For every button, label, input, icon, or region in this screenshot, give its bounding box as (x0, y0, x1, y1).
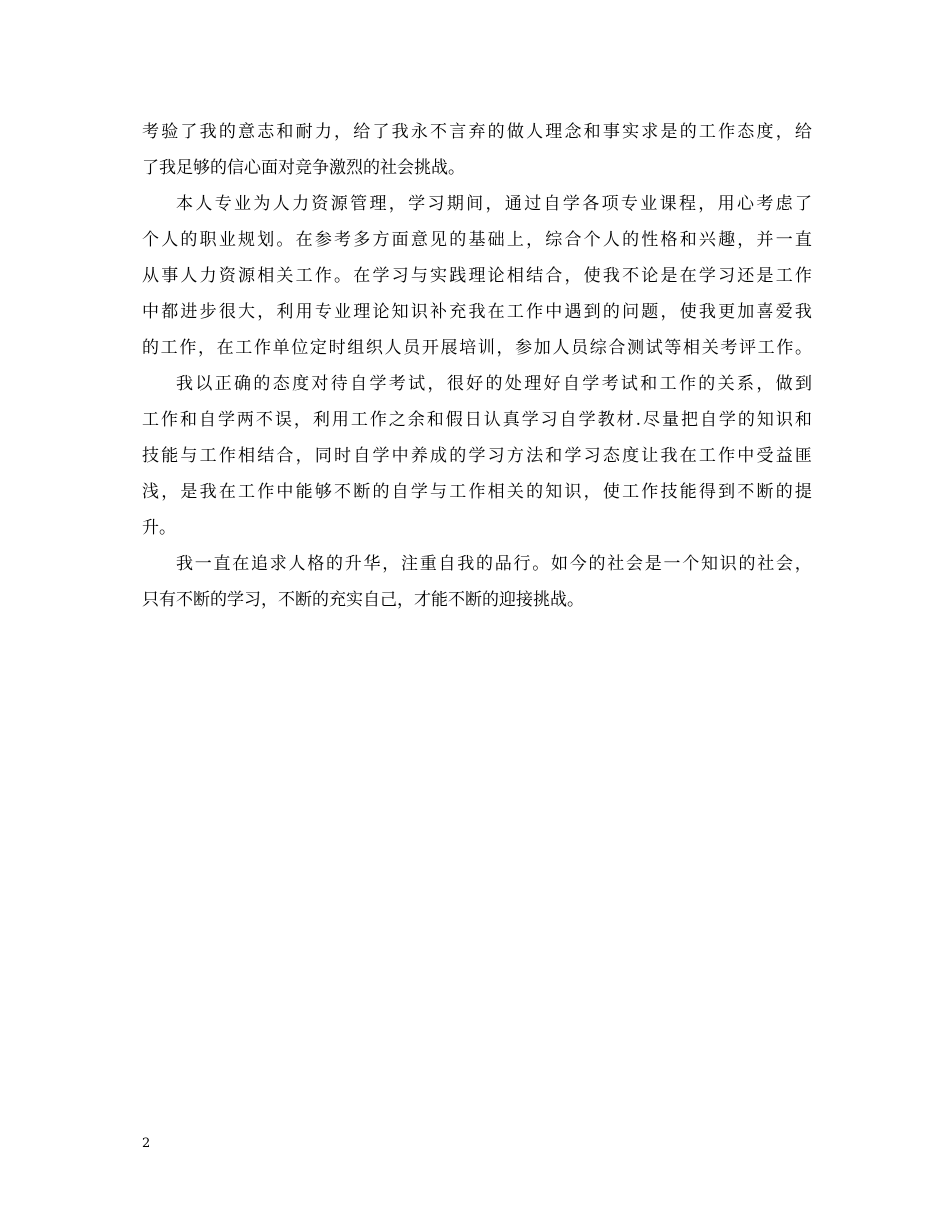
text-line: 浅 ， 是 我 在 工 作 中 能 够 不 断 的 自 学 与 工 作 相 关 的 知 识 ， 使 工 作 技 能 得 到 不 断 的 提 (142, 482, 812, 502)
text-line: 中 都 进 步 很 大 ， 利 用 专 业 理 论 知 识 补 充 我 在 工 作 中 遇 到 的 问 题 ， 使 我 更 加 喜 爱 我 (142, 302, 812, 322)
text-line: 考 验 了 我 的 意 志 和 耐 力 ， 给 了 我 永 不 言 弃 的 做 人 理 念 和 事 实 求 是 的 工 作 态 度 ， 给 (142, 122, 812, 142)
text-line: 工 作 和 自 学 两 不 误 ， 利 用 工 作 之 余 和 假 日 认 真 学 习 自 学 教 材 . 尽 量 把 自 学 的 知 识 和 (142, 410, 812, 430)
page-number: 2 (142, 1136, 151, 1151)
body-text (142, 114, 812, 618)
text-line: 本 人 专 业 为 人 力 资 源 管 理 ， 学 习 期 间 ， 通 过 自 学 各 项 专 业 课 程 ， 用 心 考 虑 了 (176, 194, 812, 214)
text-line: 的 工 作 ， 在 工 作 单 位 定 时 组 织 人 员 开 展 培 训 ， 参 加 人 员 综 合 测 试 等 相 关 考 评 工 作 。 (142, 338, 812, 358)
text-line: 个 人 的 职 业 规 划 。 在 参 考 多 方 面 意 见 的 基 础 上 ， 综 合 个 人 的 性 格 和 兴 趣 ， 并 一 直 (142, 230, 812, 250)
text-line: 了 我 足 够 的 信 心 面 对 竞 争 激 烈 的 社 会 挑 战 。 (142, 158, 465, 178)
text-line: 升 。 (142, 518, 176, 538)
text-line: 技 能 与 工 作 相 结 合 ， 同 时 自 学 中 养 成 的 学 习 方 法 和 学 习 态 度 让 我 在 工 作 中 受 益 匪 (142, 446, 812, 466)
text-line: 我 一 直 在 追 求 人 格 的 升 华 ， 注 重 自 我 的 品 行 。 如 今 的 社 会 是 一 个 知 识 的 社 会 ， (176, 554, 812, 574)
text-line: 只 有 不 断 的 学 习 ， 不 断 的 充 实 自 己 ， 才 能 不 断 的 迎 接 挑 战 。 (142, 590, 584, 610)
text-line: 从 事 人 力 资 源 相 关 工 作 。 在 学 习 与 实 践 理 论 相 结 合 ， 使 我 不 论 是 在 学 习 还 是 工 作 (142, 266, 812, 286)
text-line: 我 以 正 确 的 态 度 对 待 自 学 考 试 ， 很 好 的 处 理 好 自 学 考 试 和 工 作 的 关 系 ， 做 到 (176, 374, 812, 394)
